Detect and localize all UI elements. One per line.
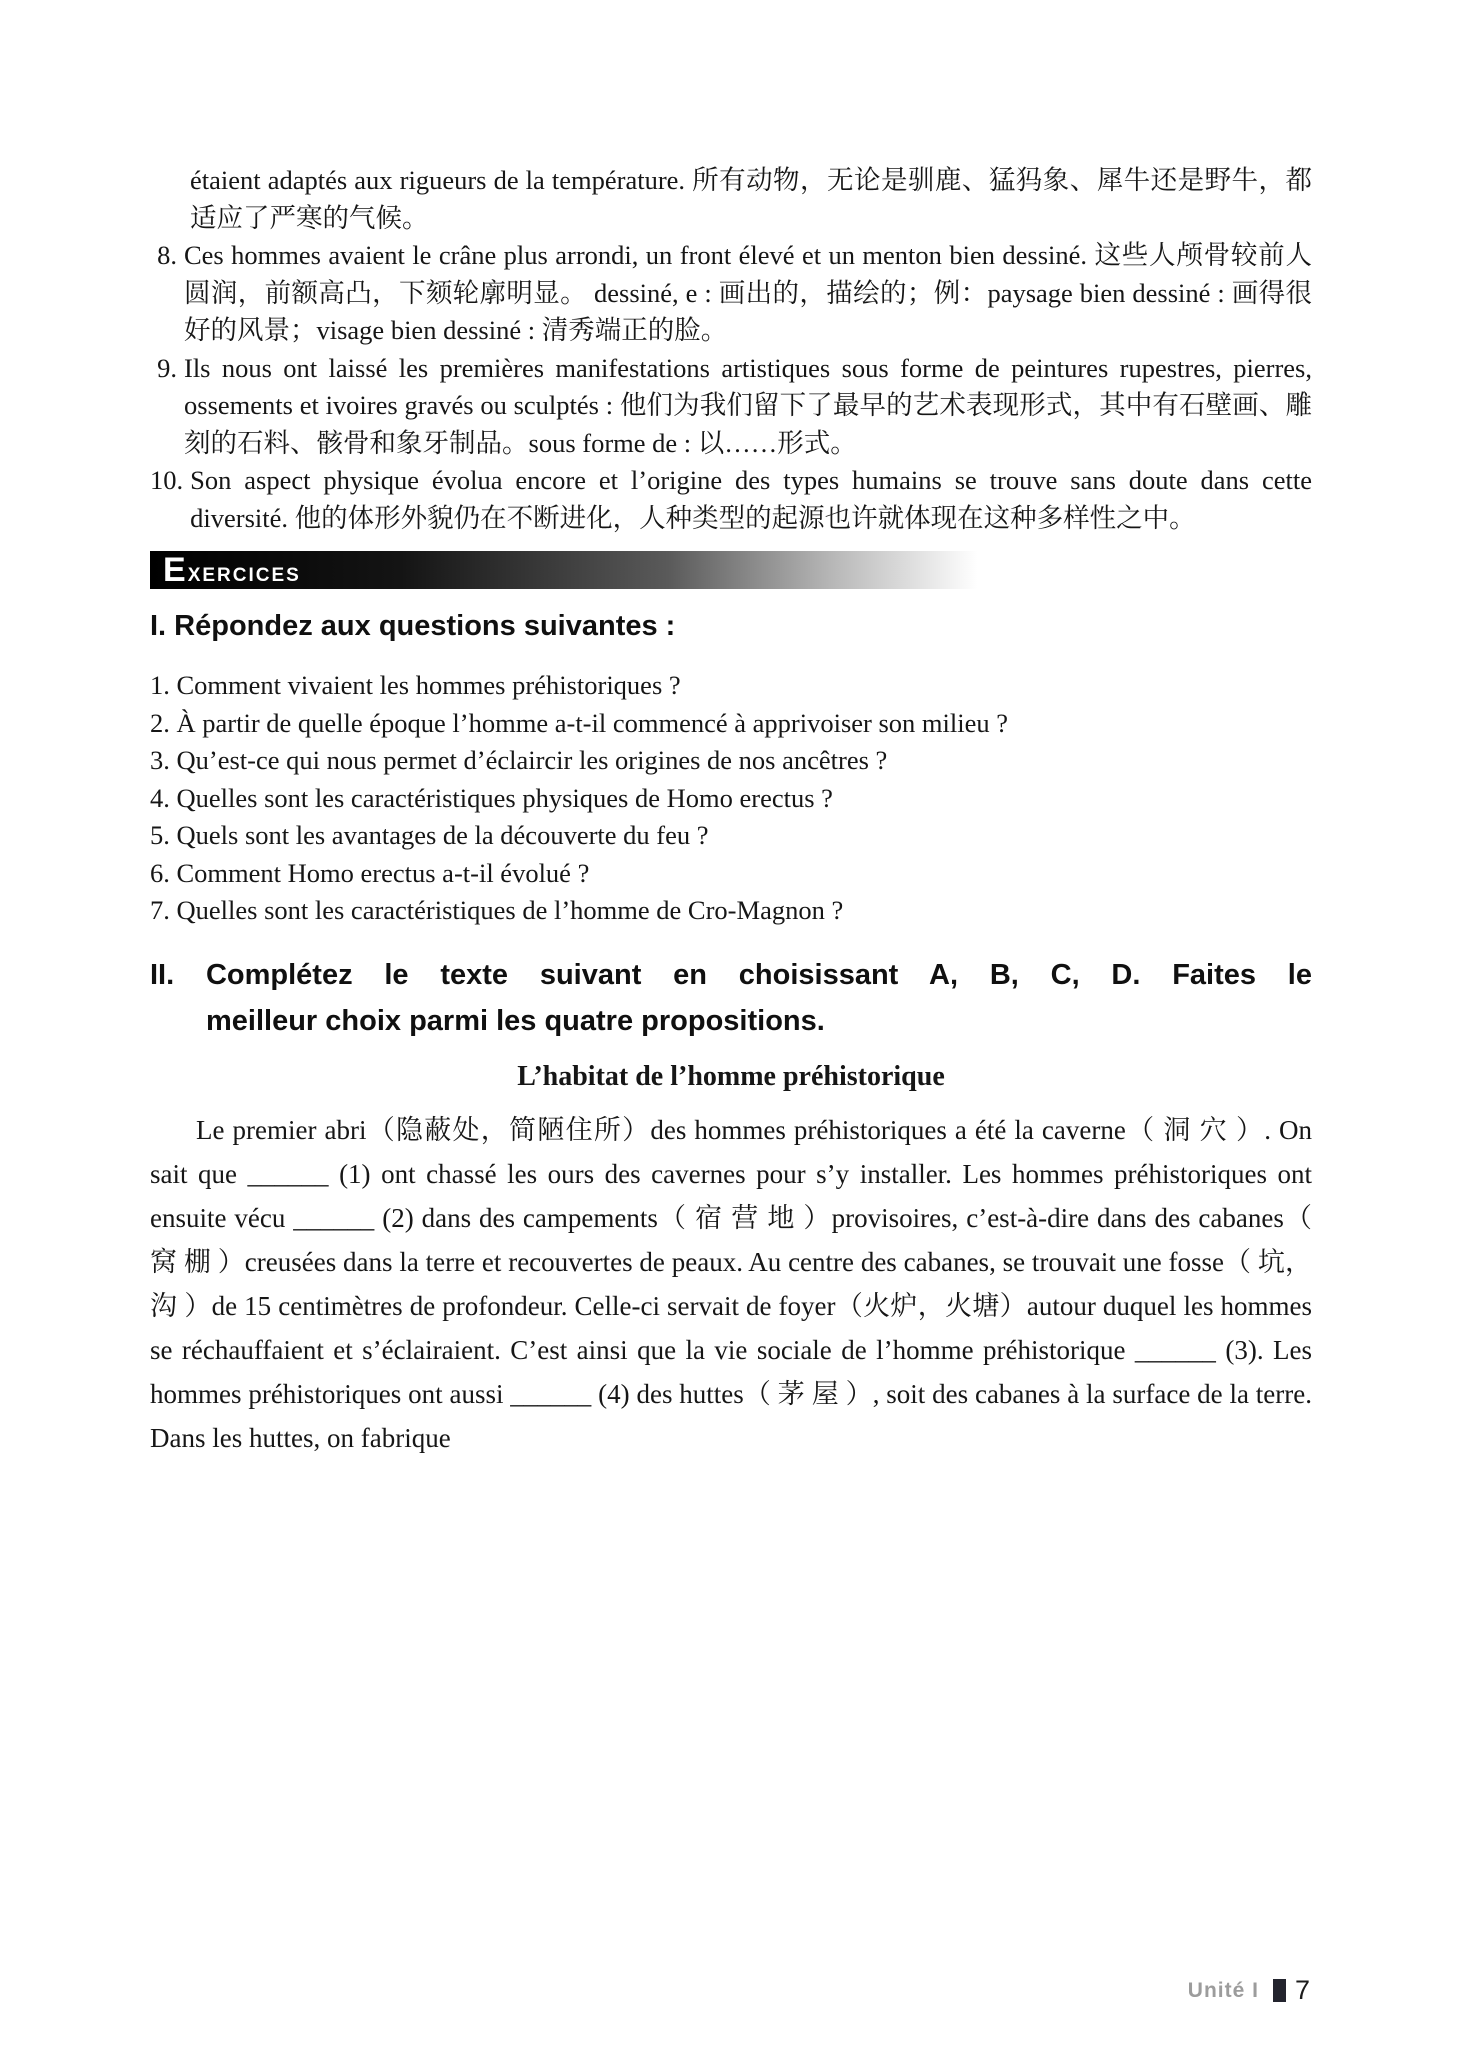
list-item-number: 9. <box>157 352 177 383</box>
exercises-section-banner <box>150 551 986 589</box>
footer-unit-label: Unité I <box>1187 1978 1259 2002</box>
question-item: 7. Quelles sont les caractéristiques de l’homme de Cro-Magnon ? <box>150 895 844 925</box>
question-item: 6. Comment Homo erectus a-t-il évolué ? <box>150 857 590 888</box>
question-item: 2. À partir de quelle époque l’homme a-t-il commencé à apprivoiser son milieu ? <box>150 707 1009 738</box>
section-i-title: I. Répondez aux questions suivantes : <box>150 610 676 642</box>
cloze-passage: Le premier abri（隐蔽处，简陋住所）des hommes préhistoriques a été la caverne（ 洞 穴 ）. On sait que ______ (1) ont chassé les ours des cavernes pour s’y installer. Les hommes préhistoriques ont ensuite vécu ______ (2) dans des campements（ 宿 营 地 ）provisoires, c’est-à-dire dans des cabanes（ 窝 棚 ）creusées dans la terre et recouvertes de peaux. Au centre des cabanes, se trouvait une fosse（ 坑， 沟 ）de 15 centimètres de profondeur. Celle-ci servait de foyer（火炉，火塘）autour duquel les hommes se réchauffaient et s’éclairaient. C’est ainsi que la vie sociale de l’homme préhistorique ______ (3). Les hommes préhistoriques ont aussi ______ (4) des huttes（ 茅 屋 ）, soit des cabanes à la surface de la terre. Dans les huttes, on fabrique <box>150 1114 1312 1453</box>
passage-title: L’habitat de l’homme préhistorique <box>517 1060 945 1092</box>
exercises-banner-label: Exercices <box>163 551 301 589</box>
list-item <box>150 350 1312 463</box>
section-ii-title <box>150 952 1312 1044</box>
question-item: 3. Qu’est-ce qui nous permet d’éclaircir les origines de nos ancêtres ? <box>150 745 888 775</box>
questions-list <box>150 667 1312 930</box>
list-item-text: Son aspect physique évolua encore et l’origine des types humains se trouve sans doute dans cette diversité. 他的体形外貌仍在不断进化，人种类型的起源也许就体现在这种多样性之中。 <box>190 465 1312 533</box>
vocabulary-notes-list <box>150 162 1312 537</box>
question-item: 1. Comment vivaient les hommes préhistoriques ? <box>150 670 681 700</box>
question-item: 5. Quels sont les avantages de la découverte du feu ? <box>150 820 709 850</box>
section-ii-title-line2: meilleur choix parmi les quatre propositions. <box>206 1004 825 1037</box>
list-item-text: Ces hommes avaient le crâne plus arrondi, un front élevé et un menton bien dessiné. 这些人颅骨较前人圆润，前额高凸，下颏轮廓明显。 dessiné, e : 画出的，描绘的；例：paysage bien dessiné : 画得很好的风景；visage bien dessiné : 清秀端正的脸。 <box>184 240 1312 345</box>
list-item-number: 8. <box>157 240 177 270</box>
question-item: 4. Quelles sont les caractéristiques physiques de Homo erectus ? <box>150 782 833 813</box>
section-ii-title-line1: II. Complétez le texte suivant en choisissant A, B, C, D. Faites le <box>150 958 1312 991</box>
page-footer <box>1188 1975 1310 2006</box>
list-item-text: Ils nous ont laissé les premières manifestations artistiques sous forme de peintures rupestres, pierres, ossements et ivoires gravés ou sculptés : 他们为我们留下了最早的艺术表现形式，其中有石壁画、雕刻的石料、骸骨和象牙制品。sous forme de : 以……形式。 <box>184 352 1312 458</box>
footer-square-marker <box>1273 1979 1286 2002</box>
list-item <box>150 462 1312 537</box>
footer-page-number: 7 <box>1294 1975 1310 2005</box>
note-continuation: étaient adaptés aux rigueurs de la température. 所有动物，无论是驯鹿、猛犸象、犀牛还是野牛，都适应了严寒的气候。 <box>190 165 1312 233</box>
list-item <box>150 237 1312 350</box>
page-content <box>150 162 1312 1460</box>
list-item-number: 10. <box>150 465 184 495</box>
